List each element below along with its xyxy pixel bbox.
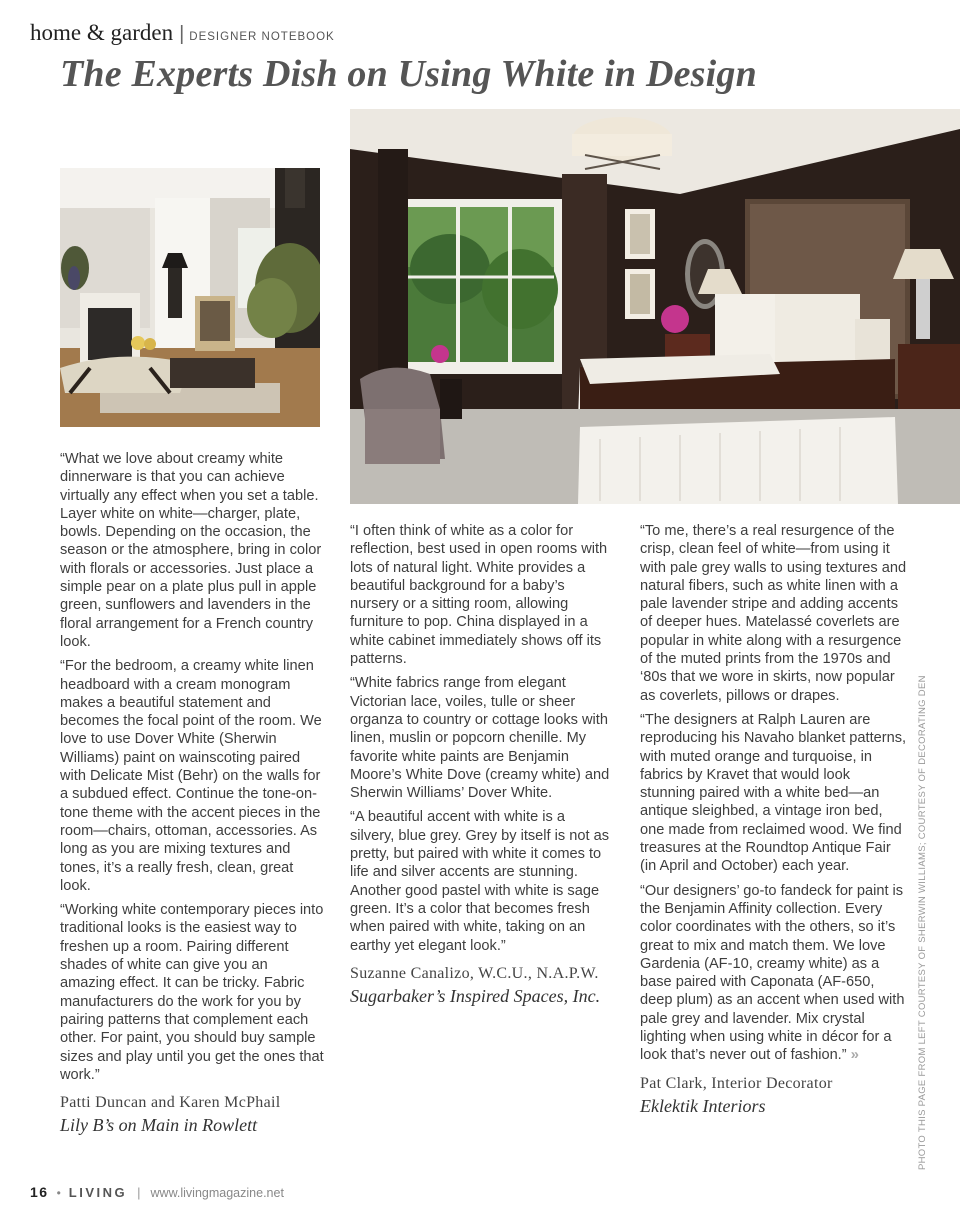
quote-paragraph: “I often think of white as a color for reflection, best used in open rooms with lots of natural light. White provides a beautiful background for a baby’s nursery or a sitting room, allowing furniture to pop. China displayed in a white cabinet immediately shows off its patterns.	[350, 523, 608, 668]
quote-paragraph: “A beautiful accent with white is a silvery, blue grey. Grey by itself is not as pretty, but paired with white it comes to life and silver accents are stunning. Another good pastel with white is sage green. It’s a color that becomes fresh when paired with white, taking on an earthy yet elegant look.”	[350, 809, 609, 954]
living-room-photo	[60, 168, 320, 427]
quote-paragraph: “The designers at Ralph Lauren are reproducing his Navaho blanket patterns, with muted orange and turquoise, in fabrics by Kravet that would look stunning paired with a white bed—an antique sleighbed, a vintage iron bed, one made from reclaimed wood. We find treasures at the Roundtop Antique Fair (in April and October) each year.	[640, 711, 907, 875]
section-kicker: DESIGNER NOTEBOOK	[189, 31, 335, 43]
quote-paragraph: “What we love about creamy white dinnerware is that you can achieve virtually any effect when you set a table. Layer white on white—charger, plate, bowls. Depending on the occasion, the season or the atmosphere, bring in color with florals or accessories. Just place a simple pear on a plate plus pull in apple green, sunflowers and lavenders in the floral arrangement for a French country look.	[60, 451, 322, 650]
attribution-business: Eklektik Interiors	[640, 1095, 766, 1116]
photo-credit: PHOTO THIS PAGE FROM LEFT COURTESY OF SHERWIN WILLIAMS; COURTESY OF DECORATING DEN	[917, 675, 928, 1170]
section-name: home & garden	[30, 20, 174, 45]
footer-separator: |	[137, 1185, 141, 1200]
bedroom-photo	[350, 109, 960, 504]
attribution-name: Suzanne Canalizo, W.C.U., N.A.P.W.	[350, 964, 599, 982]
page-number: 16	[30, 1184, 49, 1200]
quote-paragraph: “White fabrics range from elegant Victorian lace, voiles, tulle or sheer organza to country or cottage looks with linen, muslin or popcorn chenille. My favorite white paints are Benjamin Moore’s White Dove (creamy white) and Sherwin Williams’ Dover White.	[350, 675, 610, 802]
column-1	[60, 450, 326, 1135]
magazine-brand: LIVING	[68, 1185, 128, 1200]
magazine-url[interactable]: www.livingmagazine.net	[150, 1186, 284, 1200]
continue-arrows-icon: »	[850, 1046, 859, 1064]
quote-text: “Our designers’ go-to fandeck for paint is the Benjamin Affinity collection. Every color coordinates with the others, so it’s great to mix and match them. We love Gardenia (AF-10, creamy white) as a base paired with Caponata (AF-650, deep plum) as an accent when used with pale grey and lavender. Mix crystal lighting when using white in décor for a look that’s never out of fashion.”	[640, 882, 905, 1064]
footer-dot: •	[56, 1186, 61, 1200]
quote-paragraph	[640, 882, 908, 1065]
article-title: The Experts Dish on Using White in Design	[60, 53, 757, 95]
quote-paragraph: “To me, there’s a real resurgence of the crisp, clean feel of white—from using it with pale grey walls to using textures and natural fibers, such as white linen with a pale lavender stripe and adding accents of deeper hues. Matelassé coverlets are popular in white along with a resurgence of the muted prints from the 1970s and ‘80s that we wore in skirts, now popular as coverlets, pillows or drapes.	[640, 523, 907, 704]
attribution-business: Lily B’s on Main in Rowlett	[60, 1115, 258, 1136]
header-separator: |	[179, 23, 185, 45]
attribution-name: Pat Clark, Interior Decorator	[640, 1074, 833, 1092]
attribution-business: Sugarbaker’s Inspired Spaces, Inc.	[350, 986, 601, 1007]
column-3	[640, 522, 908, 1115]
column-2	[350, 522, 612, 1005]
quote-paragraph: “For the bedroom, a creamy white linen headboard with a cream monogram makes a beautiful statement and becomes the focal point of the room. We love to use Dover White (Sherwin Williams) paint on wainscoting paired with Delicate Mist (Behr) on the walls for a subdued effect. Continue the tone-on-tone theme with the accent pieces in the room—chairs, ottoman, accessories. As long as you are mixing textures and tones, it’s a really fresh, clean, great look.	[60, 658, 322, 894]
attribution-name: Patti Duncan and Karen McPhail	[60, 1094, 281, 1112]
page-footer	[30, 1184, 284, 1200]
section-header	[30, 20, 335, 50]
quote-paragraph: “Working white contemporary pieces into traditional looks is the easiest way to freshen up a room. Pairing different shades of white can give you an amazing effect. It can be tricky. Fabric manufacturers do the work for you by pairing patterns that complement each other. For paint, you should buy sample sizes and play until you get the ones that work.”	[60, 902, 324, 1083]
